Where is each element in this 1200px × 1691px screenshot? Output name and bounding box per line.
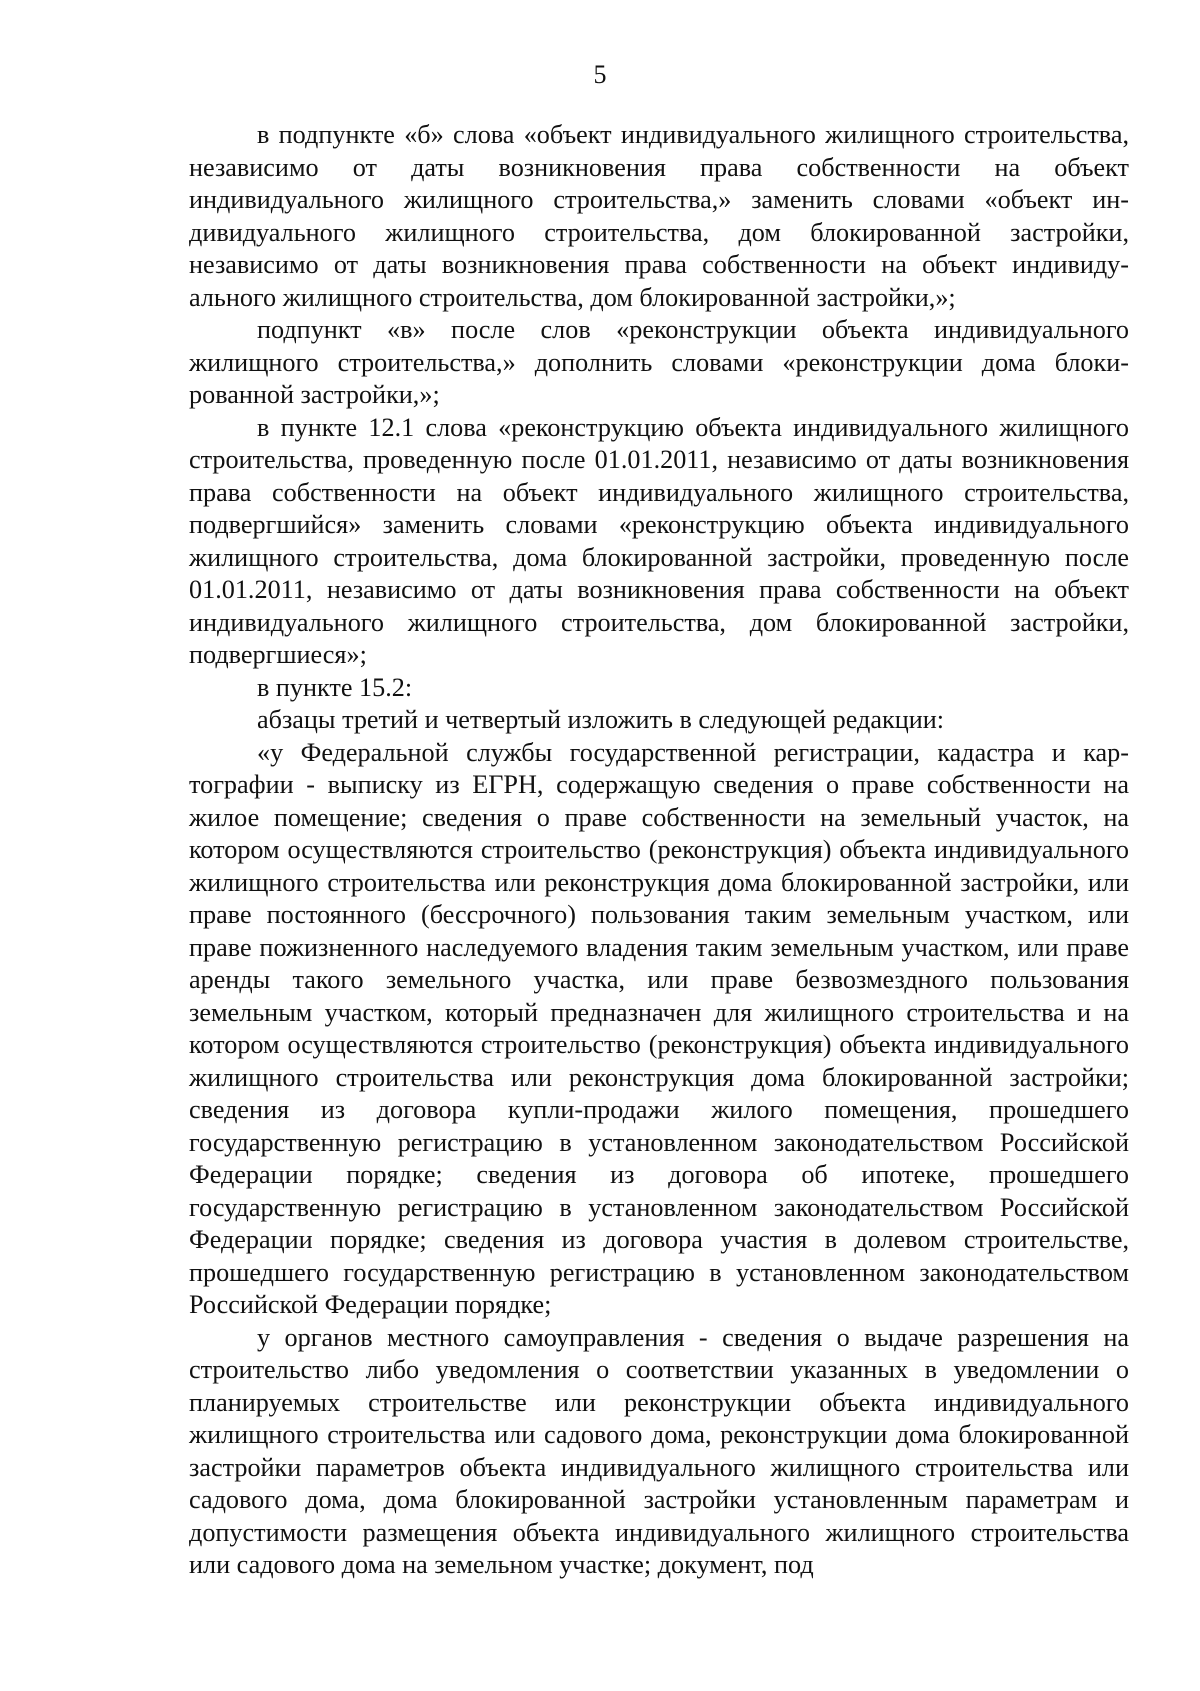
page-number: 5: [593, 60, 607, 89]
paragraph-instruction: абзацы третий и четвертый изложить в следующей редакции:: [257, 705, 945, 734]
paragraph-subparagraph-v: подпункт «в» после слов «реконструкции объекта индивидуального жилищного строительства,» дополнить словами «реконструкции дома блокированной застройки,»;: [189, 315, 1129, 409]
document-body: [189, 119, 1129, 1582]
paragraph-local-government: у органов местного самоуправления - сведения о выдаче разрешения на строительство либо уведомления о соответствии указанных в уведомлении о планируемых строительстве или реконструкции объекта индивидуального жилищного строительства или садового дома, реконструкции дома блокированной застройки параметров объекта индивидуального жилищного строительства или садового дома, дома блокированной застройки установленным параметрам и допустимости размещения объекта индивидуального жилищного строительства или садового дома на земельном участке; документ, под: [189, 1322, 1129, 1579]
paragraph-subparagraph-b: в подпункте «б» слова «объект индивидуального жилищного строительства, независимо от даты возникновения права собственности на объект индивидуального жилищного строительства,» заменить словами «объект индивидуального жилищного строительства, дом блокированной застройки, независимо от даты возникновения права собственности на объект индивидуального жилищного строительства, дом блокированной застройки,»;: [189, 120, 1129, 312]
paragraph-rosreestr: «у Федеральной службы государственной регистрации, кадастра и картографии - выписку из ЕГРН, содержащую сведения о праве собственности на жилое помещение; сведения о праве собственности на земельный участок, на котором осуществляются строительство (реконструкция) объекта индивидуального жилищного строительства или реконструкция дома блокированной застройки, или праве постоянного (бессрочного) пользования таким земельным участком, или праве пожизненного наследуемого владения таким земельным участком, или праве аренды такого земельного участка, или праве безвозмездного пользования земельным участком, который предназначен для жилищного строительства и на котором осуществляются строительство (реконструкция) объекта индивидуального жилищного строительства или реконструкция дома блокированной застройки; сведения из договора купли-продажи жилого помещения, прошедшего государственную регистрацию в установленном законодательством Российской Федерации порядке; сведения из договора об ипотеке, прошедшего государственную регистрацию в установленном законодательством Российской Федерации порядке; сведения из договора участия в долевом строительстве, прошедшего государственную регистрацию в установленном законодательством Российской Федерации порядке;: [189, 737, 1129, 1319]
paragraph-item-12-1: в пункте 12.1 слова «реконструкцию объекта индивидуального жилищного строительства, проведенную после 01.01.2011, независимо от даты возникновения права собственности на объект индивидуального жилищного строительства, подвергшийся» заменить словами «реконструкцию объекта индивидуального жилищного строительства, дома блокированной застройки, проведенную после 01.01.2011, независимо от даты возникновения права собственности на объект индивидуального жилищного строительства, дом блокированной застройки, подвергшиеся»;: [189, 412, 1129, 669]
paragraph-item-15-2: в пункте 15.2:: [257, 672, 413, 702]
